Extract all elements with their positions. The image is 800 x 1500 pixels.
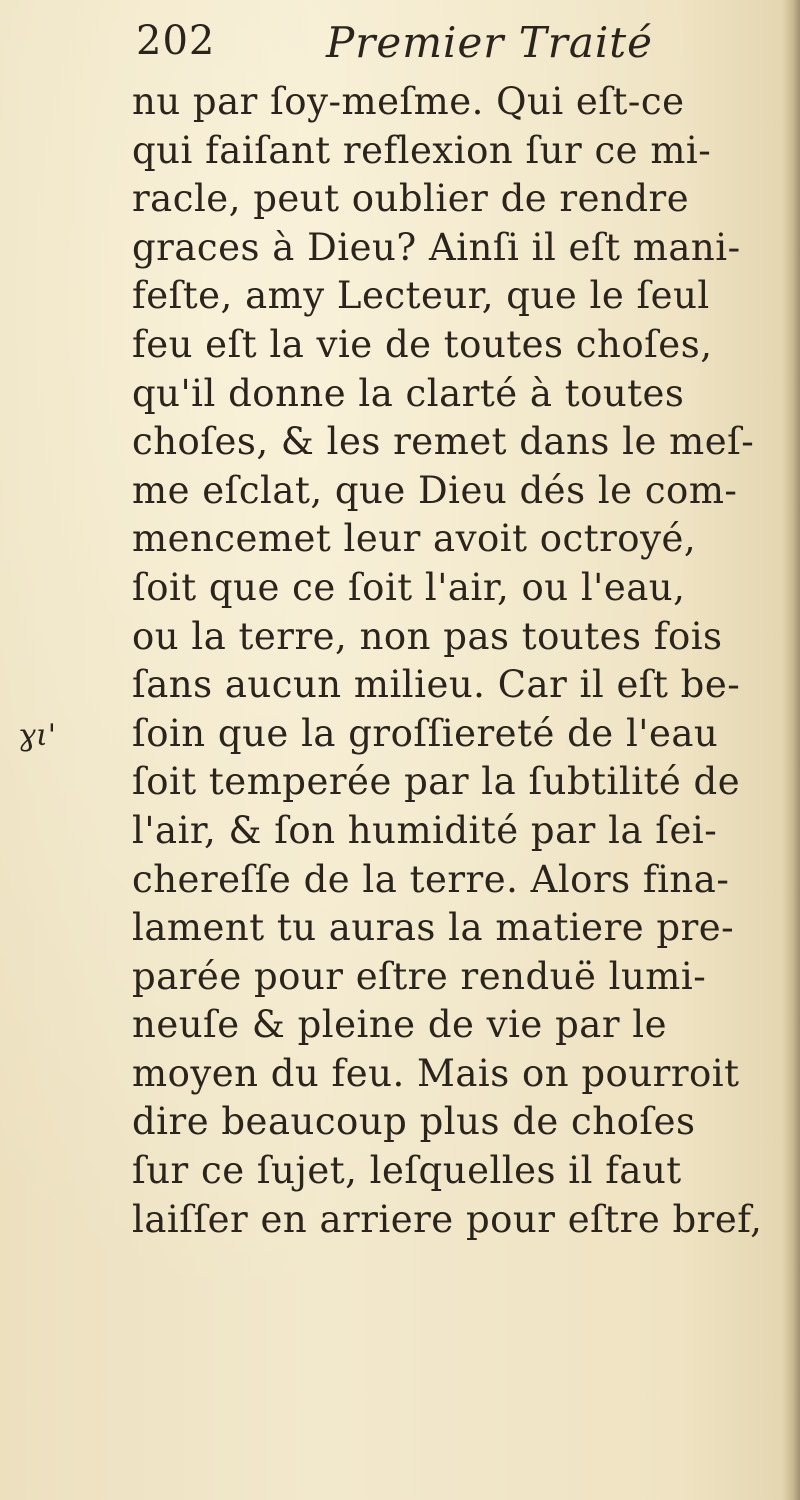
text-line: feu eſt la vie de toutes choſes, (132, 322, 713, 366)
text-line: lament tu auras la matiere pre- (132, 906, 735, 950)
text-line: moyen du feu. Mais on pourroit (132, 1051, 740, 1095)
text-line: ſoin que la groſſiereté de l'eau (132, 711, 719, 755)
text-line: ſans aucun milieu. Car il eſt be- (132, 663, 741, 707)
text-line: qui faiſant reflexion ſur ce mi- (132, 128, 712, 172)
text-line: dire beaucoup plus de choſes (132, 1100, 696, 1144)
text-line: chereſſe de la terre. Alors fina- (132, 857, 730, 901)
text-line: choſes, & les remet dans le meſ- (132, 420, 755, 464)
text-line: neuſe & pleine de vie par le (132, 1003, 667, 1047)
page-edge-shadow (782, 0, 800, 1500)
margin-note: ɣι' (18, 718, 56, 753)
text-line: me eſclat, que Dieu dés le com- (132, 468, 738, 512)
text-line: feſte, amy Lecteur, que le ſeul (132, 274, 710, 318)
text-line: graces à Dieu? Ainſi il eſt mani- (132, 225, 741, 269)
page-header (136, 14, 756, 74)
text-line: parée pour eſtre renduë lumi- (132, 954, 707, 998)
running-title: Premier Traité (326, 18, 654, 67)
text-line: nu par ſoy-meſme. Qui eſt-ce (132, 80, 685, 123)
text-line: qu'il donne la clarté à toutes (132, 371, 685, 415)
body-text (132, 78, 772, 1244)
page-number: 202 (136, 18, 216, 64)
text-line: ſur ce ſujet, leſquelles il faut (132, 1149, 682, 1193)
text-line: ſoit que ce ſoit l'air, ou l'eau, (132, 565, 686, 609)
text-line: laiſſer en arriere pour eſtre bref, (132, 1197, 763, 1241)
text-line: ou la terre, non pas toutes fois (132, 614, 723, 658)
text-line: ſoit temperée par la ſubtilité de (132, 760, 741, 804)
text-line: l'air, & ſon humidité par la ſei- (132, 808, 718, 852)
text-line: mencemet leur avoit octroyé, (132, 517, 697, 561)
text-line: racle, peut oublier de rendre (132, 177, 690, 221)
